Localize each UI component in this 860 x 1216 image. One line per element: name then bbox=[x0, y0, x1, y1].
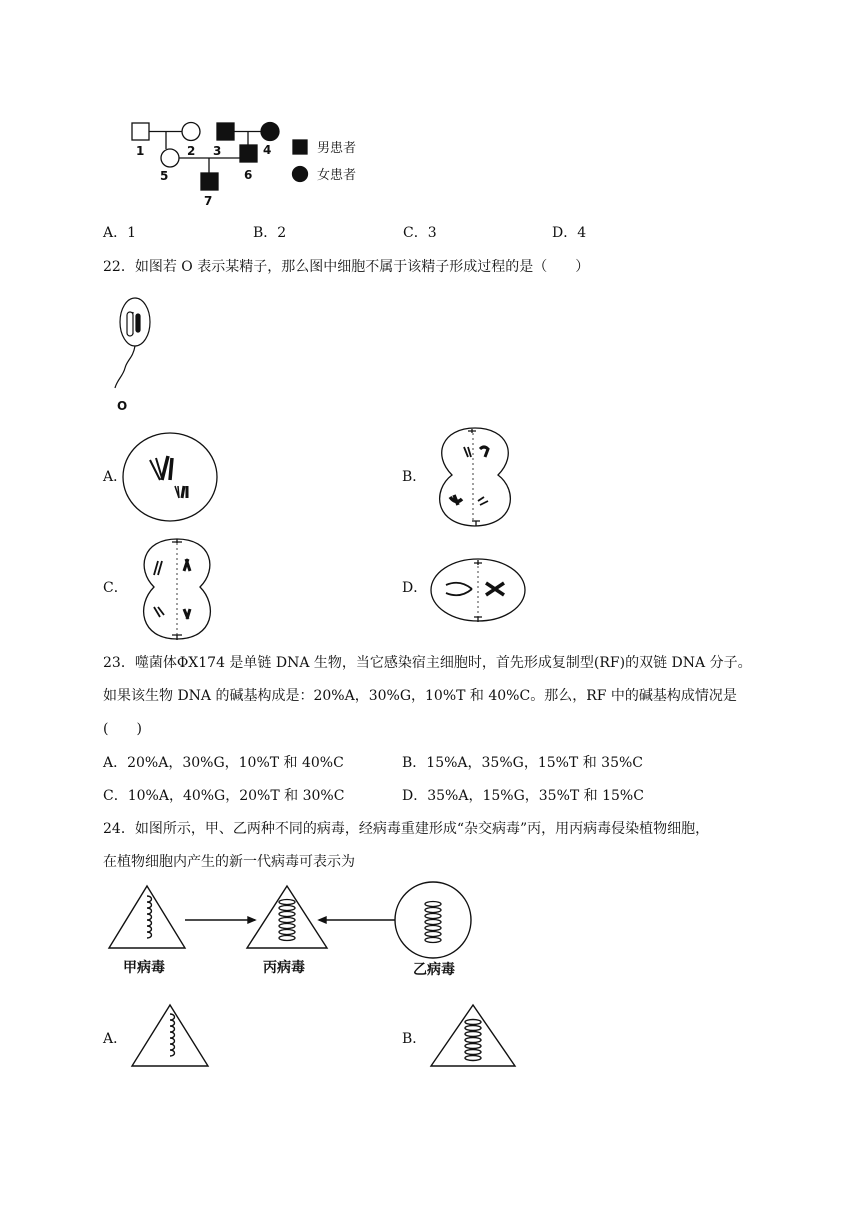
virus-jia-capsid bbox=[109, 886, 185, 948]
pedigree-diagram bbox=[125, 115, 385, 210]
virus-yi-helix bbox=[425, 902, 441, 943]
q22-option-c-cell bbox=[130, 535, 225, 643]
pedigree-label-5: 5 bbox=[160, 169, 169, 183]
option-text: 4 bbox=[577, 225, 587, 241]
q22-stem: 22．如图若 O 表示某精子，那么图中细胞不属于该精子形成过程的是（ ） bbox=[103, 259, 590, 275]
pedigree-individual-4 bbox=[261, 123, 279, 141]
q21-option-c bbox=[403, 223, 437, 243]
pedigree-label-6: 6 bbox=[244, 168, 253, 182]
q22-option-d-label: D． bbox=[402, 580, 428, 596]
virus-reconstruction-diagram bbox=[105, 880, 485, 982]
option-letter: C． bbox=[403, 225, 428, 241]
q23-option-a: A．20%A，30%G，10%T 和 40%C bbox=[103, 755, 344, 771]
q24-option-a-virus bbox=[128, 1002, 210, 1068]
option-text: 2 bbox=[277, 225, 287, 241]
pedigree-individual-5 bbox=[161, 149, 179, 167]
q24-option-b-virus bbox=[428, 1002, 518, 1068]
q22-option-b-label: B． bbox=[402, 469, 427, 485]
q22-option-b-cell bbox=[428, 425, 523, 530]
q22-option-c-label: C． bbox=[103, 580, 128, 596]
q24-stem-line2: 在植物细胞内产生的新一代病毒可表示为 bbox=[103, 854, 355, 870]
legend-male-symbol bbox=[293, 140, 307, 154]
option-text: 3 bbox=[427, 225, 437, 241]
pedigree-label-2: 2 bbox=[187, 144, 196, 158]
virus-jia-label: 甲病毒 bbox=[123, 960, 165, 976]
pedigree-label-4: 4 bbox=[263, 143, 272, 157]
option-text: 1 bbox=[127, 225, 137, 241]
virus-bing-label: 丙病毒 bbox=[263, 960, 305, 976]
q22-option-a-label: A． bbox=[103, 469, 128, 485]
q22-option-a-cell bbox=[120, 430, 220, 524]
q21-option-d bbox=[552, 223, 586, 243]
sperm-label: O bbox=[117, 399, 128, 413]
legend-male-label: 男患者 bbox=[317, 141, 357, 156]
pedigree-label-7: 7 bbox=[204, 194, 213, 208]
sperm-diagram bbox=[105, 292, 165, 414]
q22-option-d-cell bbox=[428, 555, 528, 625]
q23-option-b: B．15%A，35%G，15%T 和 35%C bbox=[402, 755, 644, 771]
virus-bing-helix bbox=[279, 900, 295, 941]
q23-stem-line2: 如果该生物 DNA 的碱基构成是：20%A，30%G，10%T 和 40%C。那么，RF 中的碱基构成情况是 bbox=[103, 688, 737, 704]
q24-stem-line1: 24．如图所示，甲、乙两种不同的病毒，经病毒重建形成“杂交病毒”丙，用丙病毒侵染植物细胞， bbox=[103, 821, 710, 837]
virus-jia-helix bbox=[147, 896, 152, 938]
q24-option-b-label: B． bbox=[402, 1031, 427, 1047]
q21-option-a bbox=[103, 223, 136, 243]
pedigree-label-3: 3 bbox=[213, 144, 222, 158]
pedigree-individual-6 bbox=[240, 145, 257, 162]
pedigree-individual-1 bbox=[132, 123, 149, 140]
pedigree-individual-2 bbox=[182, 123, 200, 141]
q23-stem-line1: 23．噬菌体ΦX174 是单链 DNA 生物，当它感染宿主细胞时，首先形成复制型(RF)的双链 DNA 分子。 bbox=[103, 655, 752, 671]
pedigree-label-1: 1 bbox=[136, 144, 145, 158]
pedigree-individual-7 bbox=[201, 173, 218, 190]
option-letter: D． bbox=[552, 225, 578, 241]
q23-option-d: D．35%A，15%G，35%T 和 15%C bbox=[402, 788, 644, 804]
option-letter: B． bbox=[253, 225, 278, 241]
legend-female-symbol bbox=[293, 167, 308, 182]
q23-stem-line3: ( ) bbox=[103, 721, 142, 737]
pedigree-individual-3 bbox=[217, 123, 234, 140]
q24-option-a-label: A． bbox=[103, 1031, 128, 1047]
virus-yi-label: 乙病毒 bbox=[413, 962, 455, 978]
q23-option-c: C．10%A，40%G，20%T 和 30%C bbox=[103, 788, 345, 804]
q21-option-b bbox=[253, 223, 286, 243]
option-letter: A． bbox=[103, 225, 128, 241]
legend-female-label: 女患者 bbox=[317, 168, 357, 183]
